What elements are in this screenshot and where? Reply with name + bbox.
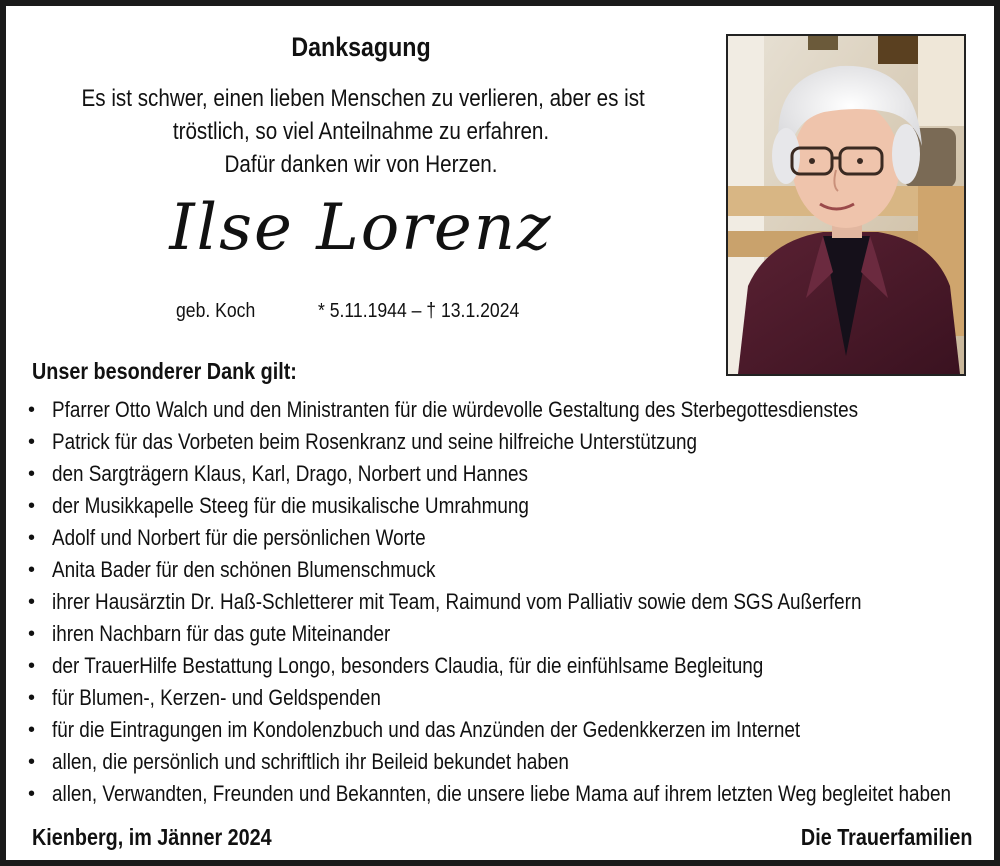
intro-line: Es ist schwer, einen lieben Menschen zu verlieren, aber es ist	[81, 85, 645, 112]
bullet-icon: •	[28, 719, 36, 741]
list-item-text: allen, Verwandten, Freunden und Bekannten, die unsere liebe Mama auf ihrem letzten Weg begleitet haben	[52, 781, 952, 806]
list-item	[28, 394, 988, 426]
list-item-text: Anita Bader für den schönen Blumenschmuck	[52, 557, 436, 582]
list-item-text: für die Eintragungen im Kondolenzbuch und das Anzünden der Gedenkkerzen im Internet	[52, 717, 801, 742]
portrait-photo	[726, 34, 966, 376]
bullet-icon: •	[28, 751, 36, 773]
list-item-text: Pfarrer Otto Walch und den Ministranten für die würdevolle Gestaltung des Sterbegottesdienstes	[52, 397, 859, 422]
list-item	[28, 586, 988, 618]
list-item-text: allen, die persönlich und schriftlich ihr Beileid bekundet haben	[52, 749, 569, 774]
bullet-icon: •	[28, 783, 36, 805]
bullet-icon: •	[28, 623, 36, 645]
list-item	[28, 778, 988, 810]
deceased-name: Ilse Lorenz	[169, 191, 553, 265]
intro-line: Dafür danken wir von Herzen.	[224, 151, 498, 178]
list-item-text: ihrer Hausärztin Dr. Haß-Schletterer mit Team, Raimund vom Palliativ sowie dem SGS Außerfern	[52, 589, 862, 614]
portrait-illustration	[728, 36, 964, 374]
list-item	[28, 746, 988, 778]
signature: Die Trauerfamilien	[800, 824, 972, 850]
list-item-text: ihren Nachbarn für das gute Miteinander	[52, 621, 391, 646]
life-dates: * 5.11.1944 – † 13.1.2024	[318, 300, 520, 322]
bullet-icon: •	[28, 463, 36, 485]
list-item	[28, 714, 988, 746]
list-item-text: den Sargträgern Klaus, Karl, Drago, Norbert und Hannes	[52, 461, 528, 486]
list-item	[28, 650, 988, 682]
list-item	[28, 554, 988, 586]
bullet-icon: •	[28, 431, 36, 453]
bullet-icon: •	[28, 687, 36, 709]
intro-line: tröstlich, so viel Anteilnahme zu erfahren.	[172, 118, 550, 145]
page-title: Danksagung	[291, 32, 431, 62]
list-item-text: der TrauerHilfe Bestattung Longo, besonders Claudia, für die einfühlsame Begleitung	[52, 653, 764, 678]
birth-name: geb. Koch	[176, 300, 256, 322]
thanks-list	[28, 394, 988, 810]
bullet-icon: •	[28, 399, 36, 421]
thanks-heading: Unser besonderer Dank gilt:	[32, 358, 297, 384]
list-item	[28, 682, 988, 714]
list-item-text: der Musikkapelle Steeg für die musikalische Umrahmung	[52, 493, 529, 518]
list-item	[28, 458, 988, 490]
list-item	[28, 618, 988, 650]
list-item	[28, 522, 988, 554]
bullet-icon: •	[28, 527, 36, 549]
bullet-icon: •	[28, 655, 36, 677]
bullet-icon: •	[28, 559, 36, 581]
bullet-icon: •	[28, 591, 36, 613]
list-item	[28, 490, 988, 522]
list-item	[28, 426, 988, 458]
intro-text	[81, 82, 645, 181]
list-item-text: Patrick für das Vorbeten beim Rosenkranz und seine hilfreiche Unterstützung	[52, 429, 698, 454]
list-item-text: Adolf und Norbert für die persönlichen Worte	[52, 525, 426, 550]
list-item-text: für Blumen-, Kerzen- und Geldspenden	[52, 685, 381, 710]
bullet-icon: •	[28, 495, 36, 517]
place-date: Kienberg, im Jänner 2024	[32, 824, 272, 850]
